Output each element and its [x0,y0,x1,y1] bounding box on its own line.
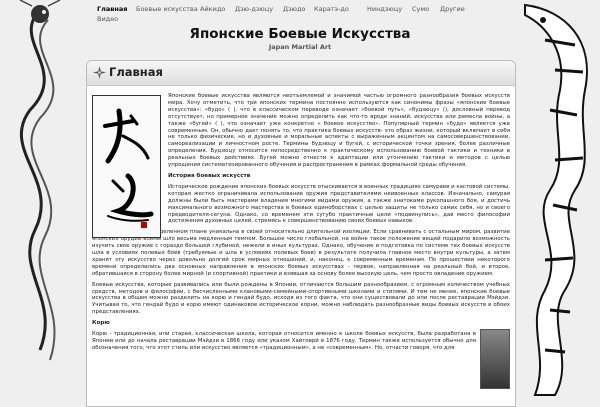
site-header [90,26,510,51]
dragon-artwork-left [0,0,90,400]
nav-item-jujutsu[interactable]: Дзю-дзюцу [235,5,274,13]
site-subtitle: Japan Martial Art [268,43,332,51]
nav-item-judo[interactable]: Дзюдо [283,5,306,13]
koryu-paragraph-1: Корю - традиционная, или старая, классическая школа, которая относится именно к школе боевых искусств, была разработана в Японии или до начала реставрации Мэйдзи в 1866 году или указом Хайтоврй в 1876 году. Термин также используется обычно для обозначения того, что этот стиль или искусство является «традиционным», а не «современным». Но, отчасти говоря, что для [92,331,476,351]
history-paragraph-2: История Японии в определенном плане уникальна в своей относительно длительной изоляции. Если сравнивать с остальным миром, развитие японских орудий войны шло весьма медленным темпом. Большое число глобальной, на войне такое положение вещей подарило возможность изучить свое оружие с гораздо большей глубиной, нежели в иных культурах. Однако, обучение и подготовка по системе тех боевых искусств шла в условиях полевых боев (требуемые и шла в условиях полевых боев) в результате получила главное место внутри культуры, а затем хранят эту искусство через довольно долгий срок мирных отношений, и, наконец, к современным временам. По прошествии некоторого времени определились два основных направления в японских боевых искусствах - первое, направленная на реальный бой, и второе, обратившаяся в сторону более мирной (и спортивной) практики и взявшая за основу более высокую цель, чем просто овладение оружием. [92,229,510,277]
intro-paragraph: Японские боевые искусства являются неотъемлемой и значимой частью огромного разнообразия боевых искусств мира. Хочу отметить, что три японских термина постоянно используются как синонимы фразы «японские боевые искусства»: «будо» ( ), что в классическом переводе означает «боевой путь», «будзюцу» (), дословный перевод отсутствует, но примерное значение можно определить как что-то вроде знаний, искусства или ремесла войны, а также «бугей» ( ), что означает уже конкретно « боевое искусство». Популярный термин «будо» является уже современным. Он, обычно дает понять то, что практика боевых искусств- это образ жизни, который включает в себя не только физические, но и духовные и моральные аспекты с выраженным акцентом на самосовершенствовании, самореализации и личностном росте. Термины будзюцу и бугей, с исторической точки зрения, более различные определения. Будзюцу относится непосредственно к практическому использованию боевой тактики и техники в реальных боевых действиях. Бугей можно отнести к адаптации или утончению тактики и методов с целью упрощения систематизированного обучения и распространения в рамках формальной среды обучения. [168,93,510,169]
warrior-image [480,329,510,389]
nav-item-martial-arts[interactable]: Боевые искусства [136,5,198,13]
history-heading: История боевых искусств [168,172,251,179]
nav-item-home[interactable]: Главная [97,5,128,13]
nav-item-other[interactable]: Другие [440,5,465,13]
page-title: Главная [109,65,163,79]
history-paragraph-3: Боевые искусства, которые развивались или были рождены в Японии, отличаются большим разнообразием, с огромным количеством учебных средств, методов и философии, с бесчисленными клановыми-семейными-спортивными школами и стилями. И тем не менее, японские боевые искусства в общем можно разделить на корю и гендай будо, исходя из того факта, что они существовали до или после реставрации Мэйдзи. Учитывая то, что гендай будо и корю имеют одинаковое историческое корни, можно наблюдать разнообразные виды боевых искусств в обоих представлениях. [92,281,510,316]
panel-header [87,61,515,86]
nav-item-ninjutsu[interactable]: Ниндзюцу [367,5,403,13]
tiger-artwork-right [505,0,600,400]
koryu-heading: Корю [92,320,110,327]
shuriken-icon [93,66,106,79]
article-body [92,93,510,356]
nav-item-karate[interactable]: Каратэ-до [314,5,349,13]
top-nav [90,2,505,24]
history-paragraph-1: Историческое рождение японских боевых искусств отыскивается в военных традициях самураев и кастовой системы, которая жестко ограничивала использование оружия представителями неивоенных классов. Изначально, самурая должны были быть мастерами владения многими видами оружия, а также знатоками рукопашного боя, и достичь максимального возможного мастерства в боевых единоборствах с целью защиты не только самих себя, но и своего предводителя-сегуна. Однако, со временем эти сугубо практичные цели «подвинулись», дав место философии достижения духовных целей, стремясь к совершенствованию своих боевых навыков. [168,183,510,225]
nav-item-sumo[interactable]: Сумо [412,5,430,13]
content-panel [86,60,516,407]
nav-item-video[interactable]: Видео [97,15,119,23]
nav-item-aikido[interactable]: Айкидо [200,5,226,13]
calligraphy-image [92,95,161,238]
site-title: Японские Боевые Искусства [189,26,411,42]
